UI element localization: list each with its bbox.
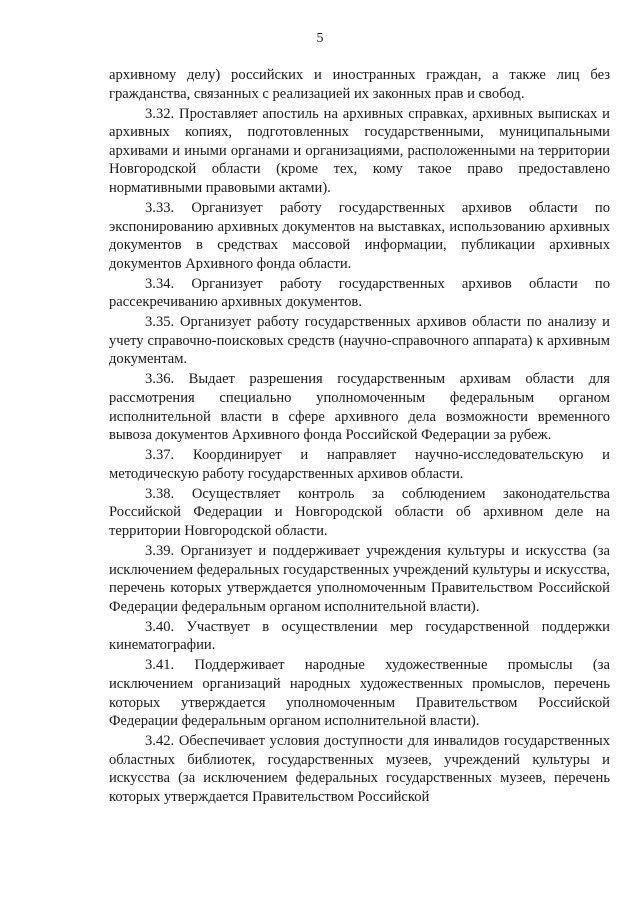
document-body: [109, 66, 610, 808]
paragraph-3-37: 3.37. Координирует и направляет научно-исследовательскую и методическую работу государственных архивов области.: [109, 447, 610, 482]
paragraph-continuation: архивному делу) российских и иностранных граждан, а также лиц без гражданства, связанных с реализацией их законных прав и свобод.: [109, 67, 610, 102]
paragraph-3-36: 3.36. Выдает разрешения государственным архивам области для рассмотрения специально уполномоченным федеральным органом исполнительной власти в сфере архивного дела возможности временного вывоза документов Архивного фонда Российской Федерации за рубеж.: [109, 371, 610, 444]
paragraph-3-39: 3.39. Организует и поддерживает учреждения культуры и искусства (за исключением федеральных государственных учреждений культуры и искусства, перечень которых утверждается уполномоченным Правительством Российской Федерации федеральным органом исполнительной власти).: [109, 542, 610, 615]
paragraph-3-32: 3.32. Проставляет апостиль на архивных справках, архивных выписках и архивных копиях, подготовленных государственными, муниципальными архивами и иными органами и организациями, расположенными на территории Новгородской области (кроме тех, кому такое право предоставлено нормативными правовыми актами).: [109, 105, 610, 196]
paragraph-3-40: 3.40. Участвует в осуществлении мер государственной поддержки кинематографии.: [109, 618, 610, 654]
page-number: 5: [316, 31, 324, 46]
paragraph-3-42: 3.42. Обеспечивает условия доступности для инвалидов государственных областных библиотек, государственных музеев, учреждений культуры и искусства (за исключением федеральных государственных музеев, перечень которых утверждается Правительством Российской: [109, 733, 610, 805]
paragraph-3-33: 3.33. Организует работу государственных архивов области по экспонированию архивных документов на выставках, использованию архивных документов в средствах массовой информации, публикации архивных документов Архивного фонда области.: [109, 199, 610, 272]
paragraph-3-35: 3.35. Организует работу государственных архивов области по анализу и учету справочно-поисковых средств (научно-справочного аппарата) к архивным документам.: [109, 314, 610, 368]
paragraph-3-41: 3.41. Поддерживает народные художественные промыслы (за исключением организаций народных художественных промыслов, перечень которых утверждается уполномоченным Правительством Российской Федерации федеральным органом исполнительной власти).: [109, 657, 610, 730]
paragraph-3-38: 3.38. Осуществляет контроль за соблюдением законодательства Российской Федерации и Новгородской области об архивном деле на территории Новгородской области.: [109, 485, 610, 539]
paragraph-3-34: 3.34. Организует работу государственных архивов области по рассекречиванию архивных документов.: [109, 275, 610, 311]
